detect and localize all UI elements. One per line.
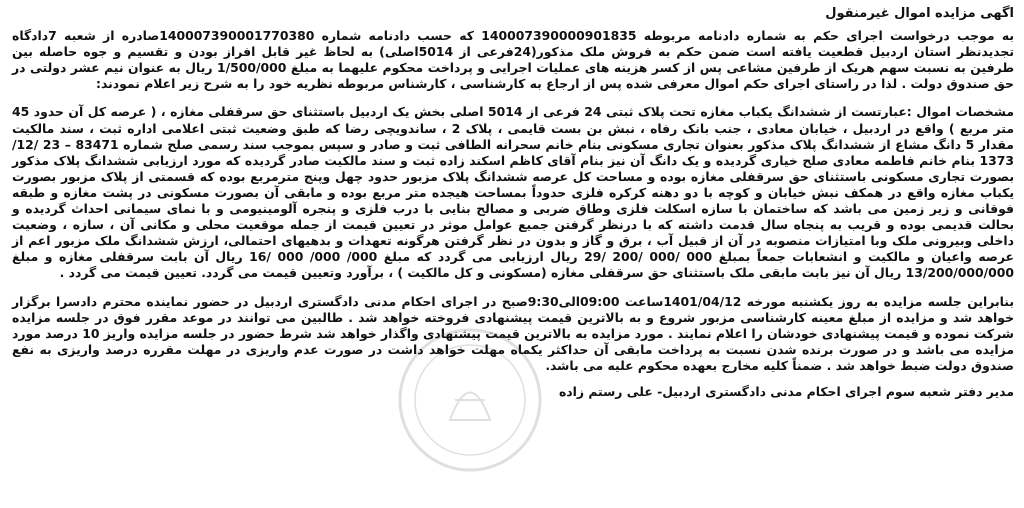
property-specs-paragraph: مشخصات اموال :عبارتست از ششدانگ یکباب مغازه تحت پلاک ثبتی 24 فرعی از 5014 اصلی بخش یک اردبیل باستثنای حق سرقفلی مغازه ، ( عرصه کل آن حدود 45 متر مربع ) واقع در اردبیل ، خیابان معادی ، جنب بانک رفاه ، نبش بن بست قایمی ، پلاک 2 ، ساندویچی رضا که طبق وضعیت ثبتی اعلامی اداره ثبت ، سند مالکیت مقدار 5 دانگ مشاع از ششدانگ پلاک مذکور بعنوان تجاری مسکونی بنام خانم سحرانه الطافی ثبت و صادر و سپس بموجب سند رسمی صلح شماره 83471 – 23 /12/ 1373 بنام خانم فاطمه معادی صلح خیاری گردیده و یک دانگ آن نیز بنام آقای کاظم اسکند زاده ثبت و سند مالکیت صادر گردیده که مورد ارزیابی ششدانگ پلاک مذکور بصورت تجاری مسکونی باستثنای حق سرقفلی مغازه بوده و مساحت کل عرصه ششدانگ پلاک مزبور حدود چهل وپنج مترمربع بوده که قسمتی از پلاک مزبور بصورت یکباب مغازه واقع در همکف نبش خیابان و کوچه با دو دهنه کرکره فلزی حدوداً بمساحت هیجده متر مربع بوده و مابقی آن بصورت مسکونی در پشت مغازه و طبقه فوقانی و زیر زمین می باشد که ساختمان با سازه اسکلت فلزی وطاق ضربی و مصالح بنایی با درب فلزی و پنجره آلومینیومی و با نمای سیمانی احداث گردیده و بحالت قدیمی بوده و قریب به پنجاه سال قدمت داشته که با درنظر گرفتن جمیع عوامل موثر در تعیین قیمت از جمله موقعیت محلی و مکانی آن ، سازه ، وضعیت داخلی وبیرونی ملک وبا امتیازات منصوبه در آن از قبیل آب ، برق و گاز و بدون در نظر گرفتن هرگونه تعهدات و بدهیهای احتمالی، ارزش ششدانگ ملک مزبور اعم از عرصه واعیان و مالکیت و انشعابات جمعاً بمبلغ 000 /000 /200 /29 ریال ارزیابی می گردد که مبلغ 000/ 000/ 000 /16 ریال آن بابت سرقفلی مغازه و مبلغ 13/200/000/000 ریال آن نیز بابت مابقی ملک باستثنای حق سرقفلی مغازه (مسکونی و کل مالکیت ) ، برآورد وتعیین قیمت می گردد. تعیین قیمت می گردد . — [12, 104, 1015, 281]
notice-title: اگهی مزایده اموال غیرمنقول — [825, 6, 1014, 21]
signature-line: مدیر دفتر شعبه سوم اجرای احکام مدنی دادگستری اردبیل- علی رستم زاده — [558, 383, 1014, 399]
auction-notice — [12, 6, 1014, 400]
notice-intro-paragraph: به موجب درخواست اجرای حکم به شماره دادنامه مربوطه 140007390000901835 که حسب دادنامه شماره 140007390001770380صادره از شعبه 7دادگاه تجدیدنظر استان اردبیل قطعیت یافته است ضمن حکم به فروش ملک مذکور(24فرعی از 5014اصلی) به لحاظ غیر قابل افراز بودن و تقسیم و جوه حاصله بین طرفین به نسبت سهم هریک از طرفین مشاعی پس از کسر هزینه های عملیات اجرایی و پرداخت محکوم علیهما به مبلغ 1/500/000 ریال به عنوان نیم عشر دولتی در حق صندوق دولت . لذا در راستای اجرای حکم اموال معرفی شده پس از ارجاع به کارشناسی ، کارشناس مربوطه نظریه خود را به شرح زیر اعلام نمودند: — [12, 28, 1015, 92]
auction-terms-paragraph: بنابراین جلسه مزایده به روز یکشنبه مورخه 1401/04/12ساعت 09:00الی9:30صبح در اجرای احکام مدنی دادگستری اردبیل در حضور نماینده محترم دادسرا برگزار خواهد شد و مزایده از مبلغ معینه کارشناسی مزبور شروع و به بالاترین قیمت پیشنهادی فروخته خواهد شد . طالبین می توانند در موعد مقرر فوق در جلسه مزایده شرکت نموده و قیمت پیشنهادی خودشان را اعلام نمایند . مورد مزایده به بالاترین قیمت پیشنهادی واگذار خواهد شد شرط حضور در جلسه مزایده واریز 10 درصد مورد مزایده می باشد و در صورت برنده شدن نسبت به پرداخت مابقی آن حداکثر یکماه مهلت خواهد داشت در صورت عدم واریزی در مهلت مقرره درصد واریزی به نفع صندوق دولت ضبط خواهد شد . ضمناً کلیه مخارج بعهده محکوم علیه می باشد. — [12, 293, 1014, 373]
